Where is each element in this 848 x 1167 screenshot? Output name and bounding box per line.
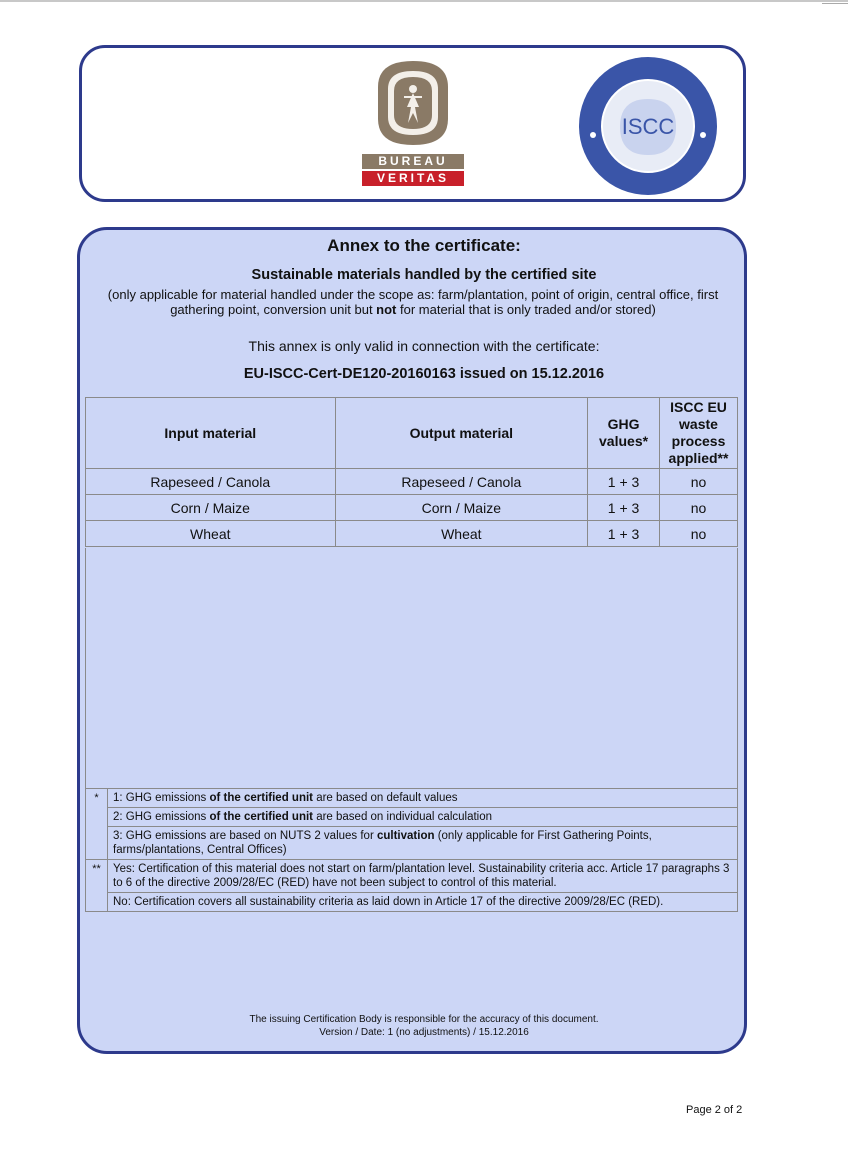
- output-material-cell: Corn / Maize: [335, 495, 588, 521]
- footnote-ghg-2: [108, 808, 738, 827]
- footnote-row: [86, 893, 738, 912]
- materials-table: [85, 397, 738, 547]
- footnote-bold: of the certified unit: [209, 811, 313, 823]
- annex-subtitle: Sustainable materials handled by the certified site: [251, 267, 597, 283]
- footnote-text: (only applicable for First Gathering Points, farms/plantations, Central Offices): [113, 830, 652, 856]
- waste-process-cell: no: [660, 521, 738, 547]
- footnote-row: [86, 789, 738, 808]
- output-material-cell: Wheat: [335, 521, 588, 547]
- table-row: [86, 469, 738, 495]
- scan-mark: [822, 3, 848, 4]
- ghg-value-cell: 1 + 3: [588, 469, 660, 495]
- footnote-text: are based on default values: [313, 792, 458, 804]
- input-material-cell: Corn / Maize: [86, 495, 336, 521]
- footnote-text: 1: GHG emissions: [113, 792, 210, 804]
- footnote-bold: of the certified unit: [209, 792, 313, 804]
- waste-process-cell: no: [660, 495, 738, 521]
- footnote-bold: cultivation: [376, 830, 435, 842]
- footnote-yes: Yes: Certification of this material does not start on farm/plantation level. Sustainability criteria acc. Article 17 paragraphs 3 to 6 of the directive 2009/28/EC (RED) have not been subject to control of this material.: [108, 860, 738, 893]
- header-waste-process: ISCC EU waste process applied**: [660, 398, 738, 469]
- scope-note: [84, 287, 742, 317]
- bureau-word: BUREAU: [362, 154, 464, 169]
- footnote-marker-blank: [86, 827, 108, 860]
- footnote-no: No: Certification covers all sustainability criteria as laid down in Article 17 of the directive 2009/28/EC (RED).: [108, 893, 738, 912]
- footer-version: Version / Date: 1 (no adjustments) / 15.12.2016: [319, 1027, 529, 1038]
- svg-text:ISCC: ISCC: [621, 114, 675, 139]
- input-material-cell: Wheat: [86, 521, 336, 547]
- scope-note-bold: not: [376, 302, 397, 317]
- header-ghg-values: GHG values*: [588, 398, 660, 469]
- footnote-text: 2: GHG emissions: [113, 811, 210, 823]
- validity-note: This annex is only valid in connection with the certificate:: [248, 338, 600, 354]
- footnote-marker-waste: **: [86, 860, 108, 893]
- footnote-text: 3: GHG emissions are based on NUTS 2 values for: [113, 830, 377, 842]
- footnote-row: [86, 808, 738, 827]
- scope-note-start: (only applicable for material handled under the scope as: farm/plantation, point of origin, central office, first gathering point, conversion unit but: [107, 287, 719, 317]
- scan-top-edge: [0, 0, 848, 2]
- table-empty-area: [85, 548, 738, 788]
- input-material-cell: Rapeseed / Canola: [86, 469, 336, 495]
- annex-title: Annex to the certificate:: [327, 236, 521, 255]
- scope-note-end: for material that is only traded and/or stored): [396, 302, 656, 317]
- footer-responsibility: The issuing Certification Body is responsible for the accuracy of this document.: [249, 1014, 599, 1025]
- footnotes-table: [85, 788, 738, 912]
- table-row: [86, 521, 738, 547]
- footnote-ghg-1: [108, 789, 738, 808]
- footnote-text: are based on individual calculation: [313, 811, 493, 823]
- veritas-word: VERITAS: [362, 171, 464, 186]
- output-material-cell: Rapeseed / Canola: [335, 469, 588, 495]
- footnote-row: [86, 860, 738, 893]
- footnote-row: [86, 827, 738, 860]
- waste-process-cell: no: [660, 469, 738, 495]
- table-header-row: [86, 398, 738, 469]
- iscc-certified-seal-icon: [577, 55, 719, 197]
- certificate-number: EU-ISCC-Cert-DE120-20160163 issued on 15.12.2016: [243, 366, 605, 382]
- footnote-marker-blank: [86, 893, 108, 912]
- ghg-value-cell: 1 + 3: [588, 521, 660, 547]
- header-input-material: Input material: [86, 398, 336, 469]
- bureau-veritas-logo: [362, 57, 464, 187]
- footnote-marker-ghg: *: [86, 789, 108, 808]
- page-number: Page 2 of 2: [686, 1104, 743, 1116]
- bureau-veritas-seal-icon: [374, 57, 452, 149]
- table-row: [86, 495, 738, 521]
- footnote-marker-blank: [86, 808, 108, 827]
- header-output-material: Output material: [335, 398, 588, 469]
- footnote-ghg-3: [108, 827, 738, 860]
- ghg-value-cell: 1 + 3: [588, 495, 660, 521]
